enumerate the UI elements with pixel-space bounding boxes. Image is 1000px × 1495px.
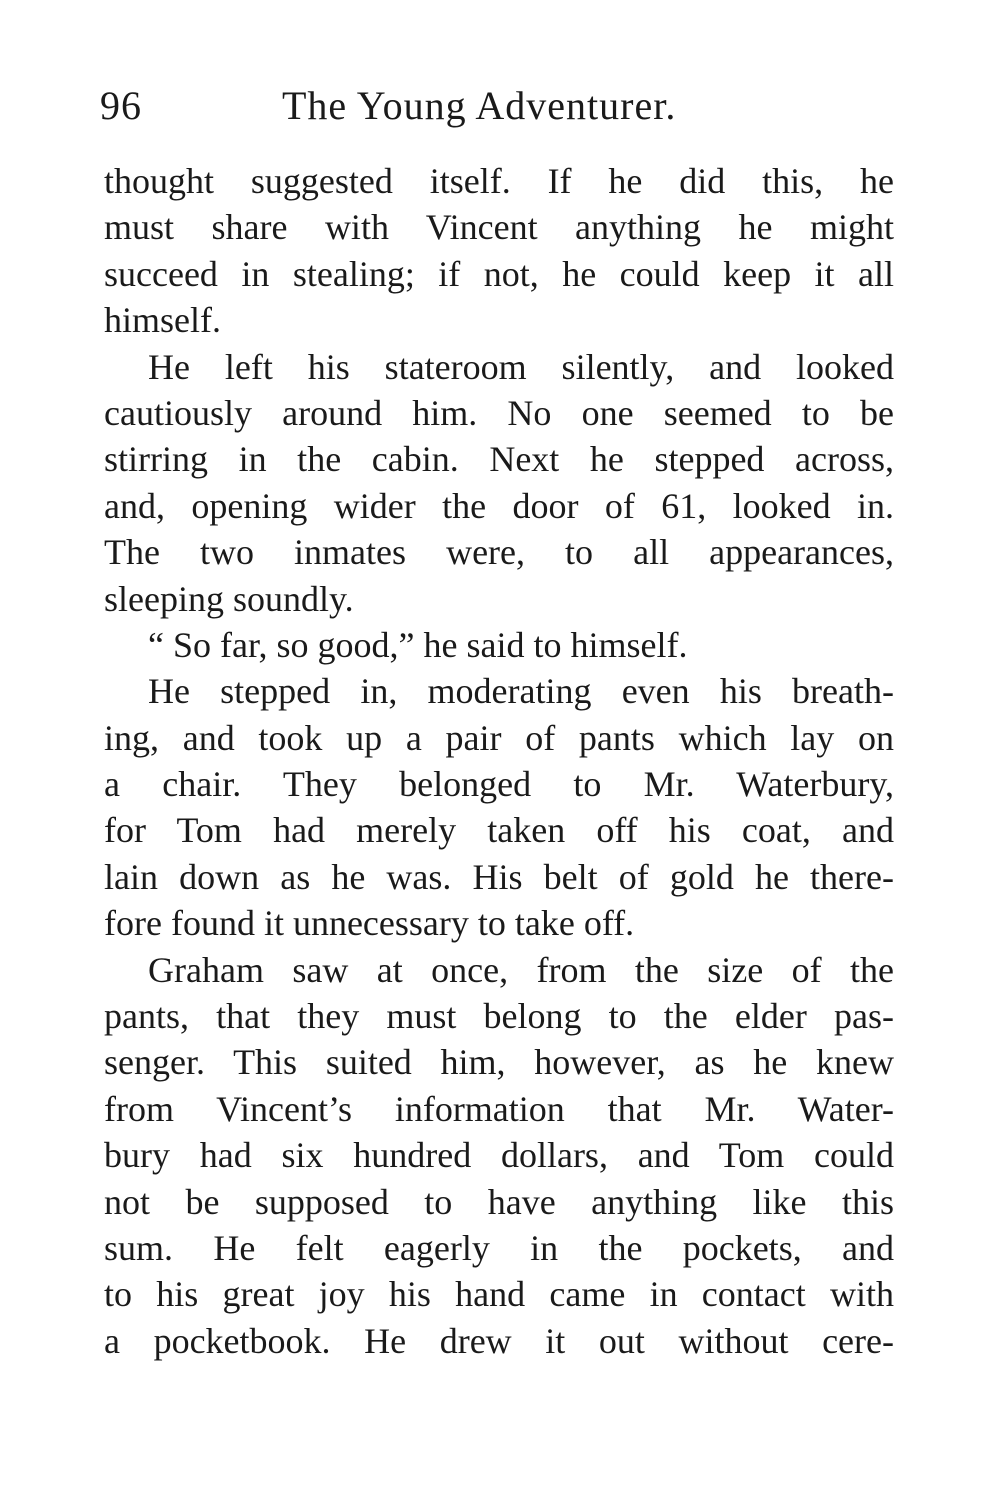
- text-line: to his great joy his hand came in contact with: [104, 1274, 894, 1315]
- text-line: not be supposed to have anything like this: [104, 1181, 894, 1222]
- text-line: a chair. They belonged to Mr. Waterbury,: [104, 764, 894, 805]
- text-line: He left his stateroom silently, and looked: [148, 346, 894, 387]
- text-line: a pocketbook. He drew it out without cere-: [104, 1320, 894, 1361]
- text-line: for Tom had merely taken off his coat, and: [104, 810, 894, 851]
- text-line: succeed in stealing; if not, he could keep it all: [104, 253, 894, 294]
- text-line: ing, and took up a pair of pants which lay on: [104, 717, 894, 758]
- running-title: The Young Adventurer.: [282, 83, 677, 128]
- text-line: The two inmates were, to all appearances,: [104, 532, 894, 573]
- text-line: must share with Vincent anything he might: [104, 207, 894, 248]
- text-line: sum. He felt eagerly in the pockets, and: [104, 1227, 894, 1268]
- text-line: bury had six hundred dollars, and Tom could: [104, 1135, 894, 1176]
- page-number: 96: [100, 83, 142, 128]
- text-line: sleeping soundly.: [104, 578, 354, 619]
- body-text: [104, 158, 894, 1364]
- running-head: [100, 82, 900, 132]
- text-line: Graham saw at once, from the size of the: [148, 949, 894, 990]
- text-line: and, opening wider the door of 61, looked in.: [104, 485, 894, 526]
- text-line: stirring in the cabin. Next he stepped across,: [104, 439, 894, 480]
- text-line: fore found it unnecessary to take off.: [104, 903, 635, 944]
- text-line: pants, that they must belong to the elder pas-: [104, 996, 894, 1037]
- text-line: He stepped in, moderating even his breath-: [148, 671, 894, 712]
- text-line: senger. This suited him, however, as he knew: [104, 1042, 894, 1083]
- text-line: from Vincent’s information that Mr. Water-: [104, 1088, 894, 1129]
- text-line: thought suggested itself. If he did this, he: [104, 161, 894, 201]
- text-line: cautiously around him. No one seemed to be: [104, 392, 894, 433]
- text-line: himself.: [104, 300, 221, 341]
- text-line: lain down as he was. His belt of gold he there-: [104, 856, 894, 897]
- text-line: “ So far, so good,” he said to himself.: [148, 624, 688, 665]
